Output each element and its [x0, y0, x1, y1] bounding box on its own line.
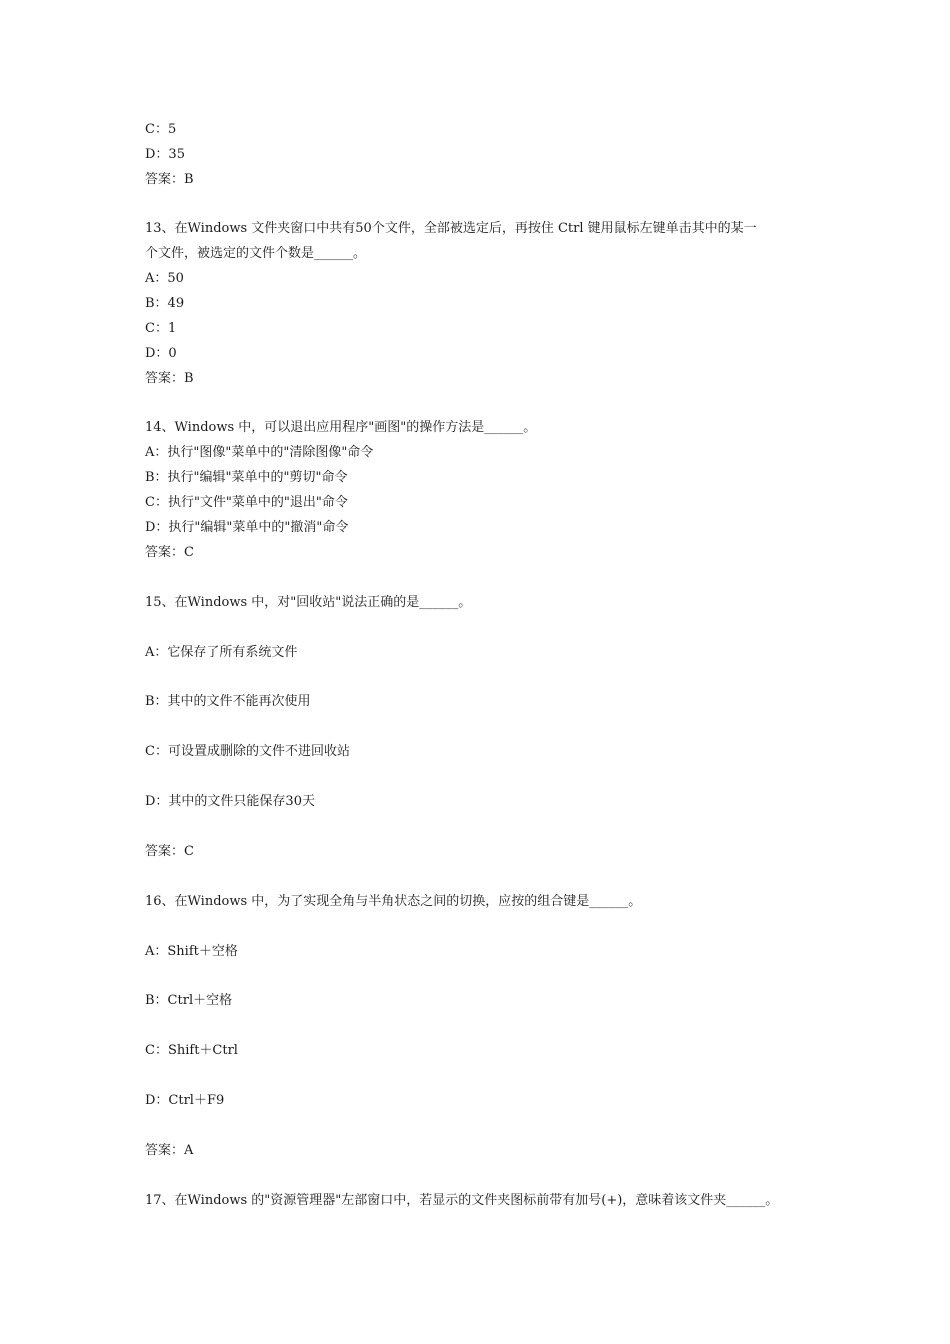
text-line: C：执行"文件"菜单中的"退出"命令 — [145, 495, 348, 510]
text-line: 个文件，被选定的文件个数是______。 — [145, 246, 367, 261]
text-line: A：它保存了所有系统文件 — [145, 645, 298, 660]
text-line: 14、Windows 中，可以退出应用程序"画图"的操作方法是______。 — [145, 420, 537, 435]
text-line: C：可设置成删除的文件不进回收站 — [145, 744, 350, 759]
text-line: D：35 — [145, 147, 185, 162]
text-line: A：执行"图像"菜单中的"清除图像"命令 — [145, 445, 374, 460]
text-line: B：其中的文件不能再次使用 — [145, 694, 311, 709]
text-line: 15、在Windows 中，对"回收站"说法正确的是______。 — [145, 595, 472, 610]
text-line: C：1 — [145, 321, 177, 336]
text-line: B：执行"编辑"菜单中的"剪切"命令 — [145, 470, 348, 485]
text-line: D：执行"编辑"菜单中的"撤消"命令 — [145, 520, 349, 535]
text-line: 17、在Windows 的"资源管理器"左部窗口中，若显示的文件夹图标前带有加号(+)，意味着该文件夹______。 — [145, 1193, 779, 1208]
text-line: D：Ctrl＋F9 — [145, 1093, 225, 1108]
text-line: 13、在Windows 文件夹窗口中共有50个文件，全部被选定后，再按住 Ctrl 键用鼠标左键单击其中的某一 — [145, 221, 757, 236]
text-line: C：Shift＋Ctrl — [145, 1043, 238, 1058]
text-line: D：0 — [145, 346, 177, 361]
text-line: D：其中的文件只能保存30天 — [145, 794, 315, 809]
text-line: A：50 — [145, 271, 184, 286]
text-line: B：Ctrl＋空格 — [145, 993, 233, 1008]
text-line: 答案：B — [145, 172, 194, 187]
text-line: 答案：B — [145, 371, 194, 386]
text-line: 答案：C — [145, 844, 194, 859]
text-line: 16、在Windows 中，为了实现全角与半角状态之间的切换，应按的组合键是______。 — [145, 894, 642, 909]
text-line: 答案：A — [145, 1143, 194, 1158]
text-line: B：49 — [145, 296, 185, 311]
text-line: C：5 — [145, 122, 177, 137]
text-line: 答案：C — [145, 545, 194, 560]
text-line: A：Shift＋空格 — [145, 944, 238, 959]
